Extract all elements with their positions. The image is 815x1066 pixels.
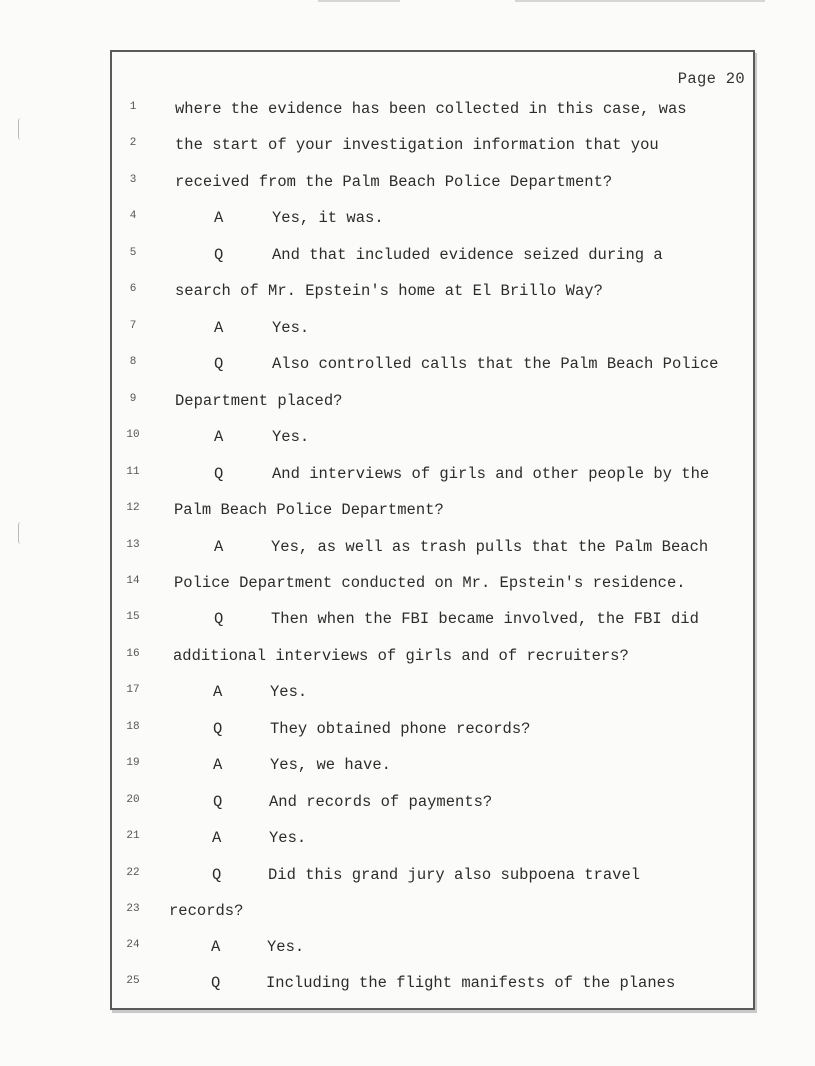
transcript-line [112,319,753,343]
line-text: Police Department conducted on Mr. Epstein's residence. [174,574,686,592]
speaker-label: Q [213,793,223,811]
transcript-line [112,173,753,197]
transcript-line [112,209,753,233]
line-text: And interviews of girls and other people by the [272,465,710,483]
line-number: 20 [126,794,140,806]
transcript-line [112,793,753,817]
line-text: Yes. [270,683,308,701]
line-number: 16 [126,648,140,660]
line-text: the start of your investigation information that you [175,136,659,154]
line-text: Including the flight manifests of the planes [266,974,676,992]
speaker-label: A [213,683,223,701]
speaker-label: Q [211,974,221,992]
speaker-label: A [214,319,224,337]
transcript-line [112,465,753,489]
transcript-line [112,355,753,379]
transcript-line [112,756,753,780]
transcript-line [112,902,753,926]
line-number: 21 [126,830,140,842]
transcript-page [110,50,755,1010]
transcript-line [112,282,753,306]
line-number: 2 [129,137,137,149]
speaker-label: Q [214,465,224,483]
line-number: 4 [129,210,137,222]
line-text: Department placed? [175,392,343,410]
transcript-line [112,829,753,853]
line-text: Then when the FBI became involved, the FBI did [271,610,699,628]
transcript-line [112,538,753,562]
transcript-line [112,938,753,962]
line-text: Yes. [272,319,310,337]
transcript-line [112,246,753,270]
line-text: Did this grand jury also subpoena travel [268,866,641,884]
line-number: 9 [129,393,137,405]
line-text: Yes, we have. [270,756,391,774]
line-number: 24 [126,939,140,951]
transcript-line [112,100,753,124]
transcript-line [112,574,753,598]
line-number: 25 [126,975,140,987]
line-number: 3 [129,174,137,186]
speaker-label: Q [212,866,222,884]
margin-mark [18,522,21,544]
transcript-line [112,501,753,525]
speaker-label: A [213,756,223,774]
speaker-label: Q [214,355,224,373]
speaker-label: A [212,829,222,847]
scan-artifact-line [318,0,400,2]
line-text: Yes. [269,829,307,847]
speaker-label: A [214,538,224,556]
line-text: Yes. [267,938,305,956]
line-number: 23 [126,903,140,915]
line-text: Yes, as well as trash pulls that the Palm Beach [271,538,709,556]
speaker-label: A [211,938,221,956]
transcript-line [112,720,753,744]
line-number: 22 [126,867,140,879]
line-number: 11 [126,466,140,478]
line-number: 14 [126,575,140,587]
line-text: And that included evidence seized during a [272,246,663,264]
line-number: 18 [126,721,140,733]
margin-mark [18,118,21,140]
line-text: Yes. [272,428,310,446]
line-number: 8 [129,356,137,368]
line-number: 12 [126,502,140,514]
transcript-line [112,610,753,634]
speaker-label: A [214,209,224,227]
transcript-line [112,974,753,998]
line-text: additional interviews of girls and of recruiters? [173,647,629,665]
line-text: received from the Palm Beach Police Department? [175,173,613,191]
line-number: 7 [129,320,137,332]
line-text: Also controlled calls that the Palm Beach Police [272,355,719,373]
line-number: 13 [126,539,140,551]
transcript-line [112,392,753,416]
speaker-label: Q [213,720,223,738]
line-number: 6 [129,283,137,295]
speaker-label: Q [214,610,224,628]
speaker-label: Q [214,246,224,264]
line-number: 15 [126,611,140,623]
line-number: 19 [126,757,140,769]
line-number: 1 [129,101,137,113]
page-number: Page 20 [677,70,745,88]
line-text: where the evidence has been collected in this case, was [175,100,687,118]
speaker-label: A [214,428,224,446]
scan-artifact-line [515,0,765,2]
transcript-line [112,866,753,890]
line-text: search of Mr. Epstein's home at El Brillo Way? [175,282,603,300]
line-number: 17 [126,684,140,696]
line-text: records? [169,902,244,920]
transcript-line [112,428,753,452]
transcript-line [112,647,753,671]
line-number: 5 [129,247,137,259]
line-text: Yes, it was. [272,209,384,227]
line-number: 10 [126,429,140,441]
transcript-line [112,683,753,707]
line-text: And records of payments? [269,793,493,811]
line-text: They obtained phone records? [270,720,531,738]
line-text: Palm Beach Police Department? [174,501,444,519]
transcript-line [112,136,753,160]
